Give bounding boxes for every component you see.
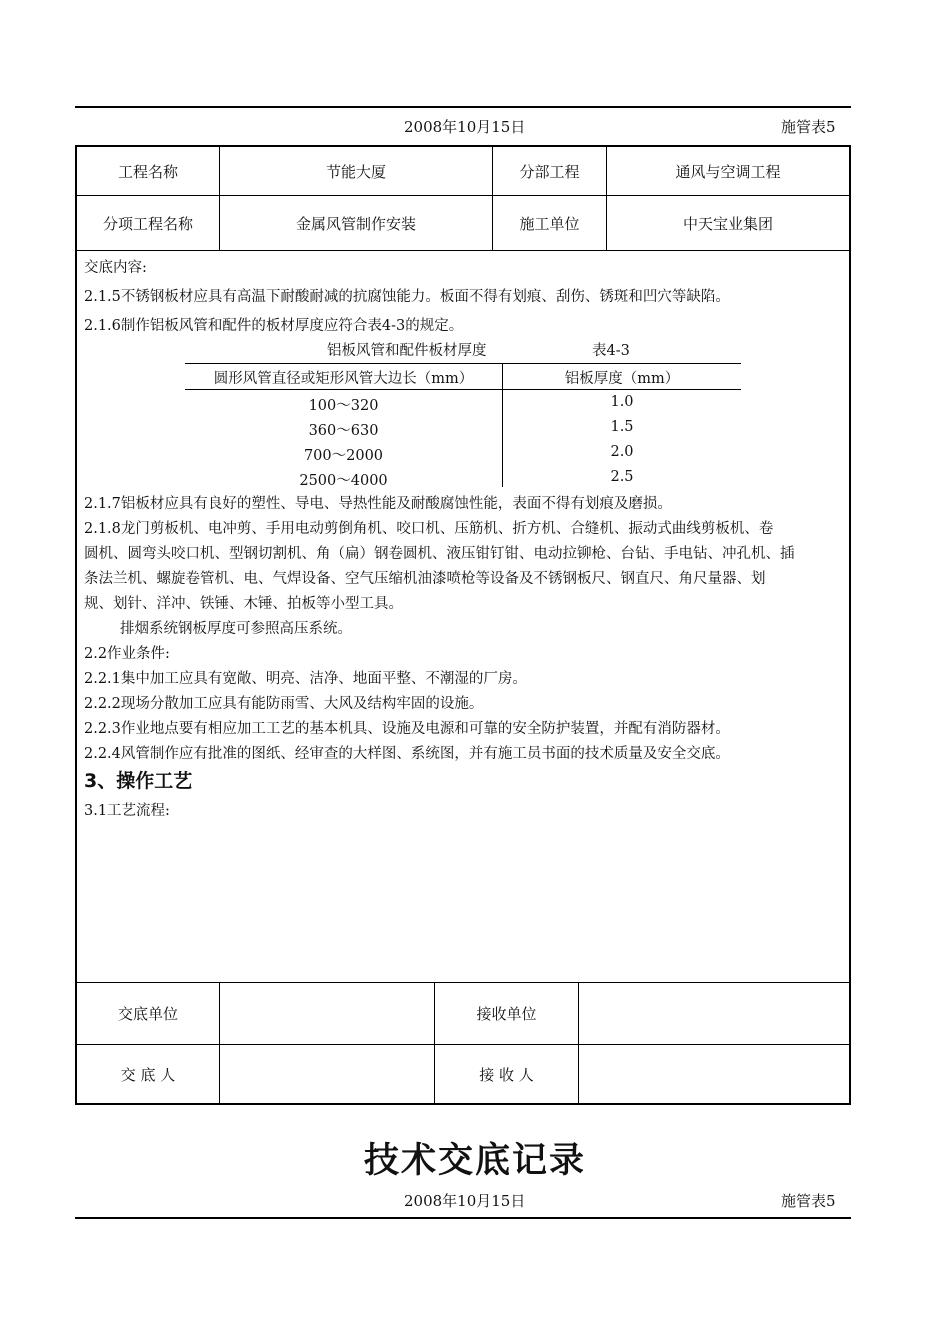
issuer-field[interactable] bbox=[220, 1045, 434, 1103]
para-2-1-7: 2.1.7铝板材应具有良好的塑性、导电、导热性能及耐酸腐蚀性能，表面不得有划痕及磨损。 bbox=[84, 496, 672, 512]
table-row-4-col1: 2500～4000 bbox=[299, 473, 388, 489]
subitem-value: 金属风管制作安装 bbox=[295, 214, 416, 233]
receiver-unit-label: 接收单位 bbox=[476, 1005, 537, 1023]
issuer-unit-field[interactable] bbox=[220, 983, 434, 1044]
table-row-1-col2: 1.0 bbox=[610, 394, 634, 410]
table-header-col1: 圆形风管直径或矩形风管大边长（mm） bbox=[213, 371, 474, 387]
para-2-2-1: 2.2.1集中加工应具有宽敞、明亮、洁净、地面平整、不潮湿的厂房。 bbox=[84, 671, 527, 687]
contractor-label: 施工单位 bbox=[519, 214, 580, 233]
table-row-3-col1: 700～2000 bbox=[303, 448, 384, 464]
next-page-form-number: 施管表5 bbox=[781, 1192, 836, 1210]
para-2-2-2: 2.2.2现场分散加工应具有能防雨雪、大风及结构牢固的设施。 bbox=[84, 696, 484, 712]
table-row-4-col2: 2.5 bbox=[610, 469, 634, 485]
table-caption: 铝板风管和配件板材厚度 bbox=[327, 343, 487, 359]
para-2-1-6: 2.1.6制作铝板风管和配件的板材厚度应符合表4-3的规定。 bbox=[84, 318, 464, 334]
receiver-field[interactable] bbox=[579, 1045, 849, 1103]
table-row-2-col2: 1.5 bbox=[610, 419, 634, 435]
para-2-1-5: 2.1.5不锈钢板材应具有高温下耐酸耐减的抗腐蚀能力。板面不得有划痕、刮伤、锈斑和凹穴等缺陷。 bbox=[84, 289, 730, 305]
content-heading: 交底内容: bbox=[84, 260, 147, 276]
table-row-2-col1: 360～630 bbox=[308, 423, 379, 439]
next-page-date: 2008年10月15日 bbox=[404, 1192, 526, 1210]
para-2-1-8-note: 排烟系统钢板厚度可参照高压系统。 bbox=[120, 621, 352, 637]
para-2-1-8-line-2: 圆机、圆弯头咬口机、型钢切割机、角（扁）钢卷圆机、液压钳钉钳、电动拉铆枪、台钻、手电钻、冲孔机、插 bbox=[84, 546, 795, 562]
receiver-unit-field[interactable] bbox=[579, 983, 849, 1044]
next-page-rule bbox=[75, 1217, 851, 1219]
table-row-3-col2: 2.0 bbox=[610, 444, 634, 460]
para-3-1: 3.1工艺流程: bbox=[84, 803, 170, 819]
para-2-1-8-line-1: 2.1.8龙门剪板机、电冲剪、手用电动剪倒角机、咬口机、压筋机、折方机、合缝机、振动式曲线剪板机、卷 bbox=[84, 521, 774, 537]
division-label: 分部工程 bbox=[519, 162, 580, 181]
project-name-label: 工程名称 bbox=[117, 162, 178, 181]
subitem-label: 分项工程名称 bbox=[102, 214, 193, 233]
table-header-col2: 铝板厚度（mm） bbox=[564, 371, 680, 387]
table-header-rule bbox=[185, 389, 741, 390]
para-2-2-4: 2.2.4风管制作应有批准的图纸、经审查的大样图、系统图，并有施工员书面的技术质量及安全交底。 bbox=[84, 746, 730, 762]
top-rule bbox=[75, 106, 851, 108]
para-2-2: 2.2作业条件: bbox=[84, 646, 170, 662]
issuer-label: 交 底 人 bbox=[120, 1065, 176, 1084]
contractor-value: 中天宝业集团 bbox=[682, 214, 773, 233]
section-3-heading: 3、操作工艺 bbox=[84, 770, 193, 792]
project-name-value: 节能大厦 bbox=[325, 162, 386, 181]
header-date: 2008年10月15日 bbox=[404, 118, 526, 136]
header-form-number: 施管表5 bbox=[781, 118, 836, 136]
para-2-1-8-line-4: 规、划针、洋冲、铁锤、木锤、拍板等小型工具。 bbox=[84, 596, 403, 612]
next-page-title: 技术交底记录 bbox=[363, 1141, 586, 1181]
para-2-1-8-line-3: 条法兰机、螺旋卷管机、电、气焊设备、空气压缩机油漆喷枪等设备及不锈钢板尺、钢直尺、角尺量器、划 bbox=[84, 571, 766, 587]
receiver-label: 接 收 人 bbox=[479, 1065, 534, 1084]
table-row-1-col1: 100～320 bbox=[308, 398, 379, 414]
division-value: 通风与空调工程 bbox=[675, 162, 781, 181]
issuer-unit-label: 交底单位 bbox=[117, 1005, 178, 1023]
para-2-2-3: 2.2.3作业地点要有相应加工工艺的基本机具、设施及电源和可靠的安全防护装置，并配有消防器材。 bbox=[84, 721, 730, 737]
table-top-rule bbox=[185, 363, 741, 364]
table-number: 表4-3 bbox=[592, 343, 630, 359]
